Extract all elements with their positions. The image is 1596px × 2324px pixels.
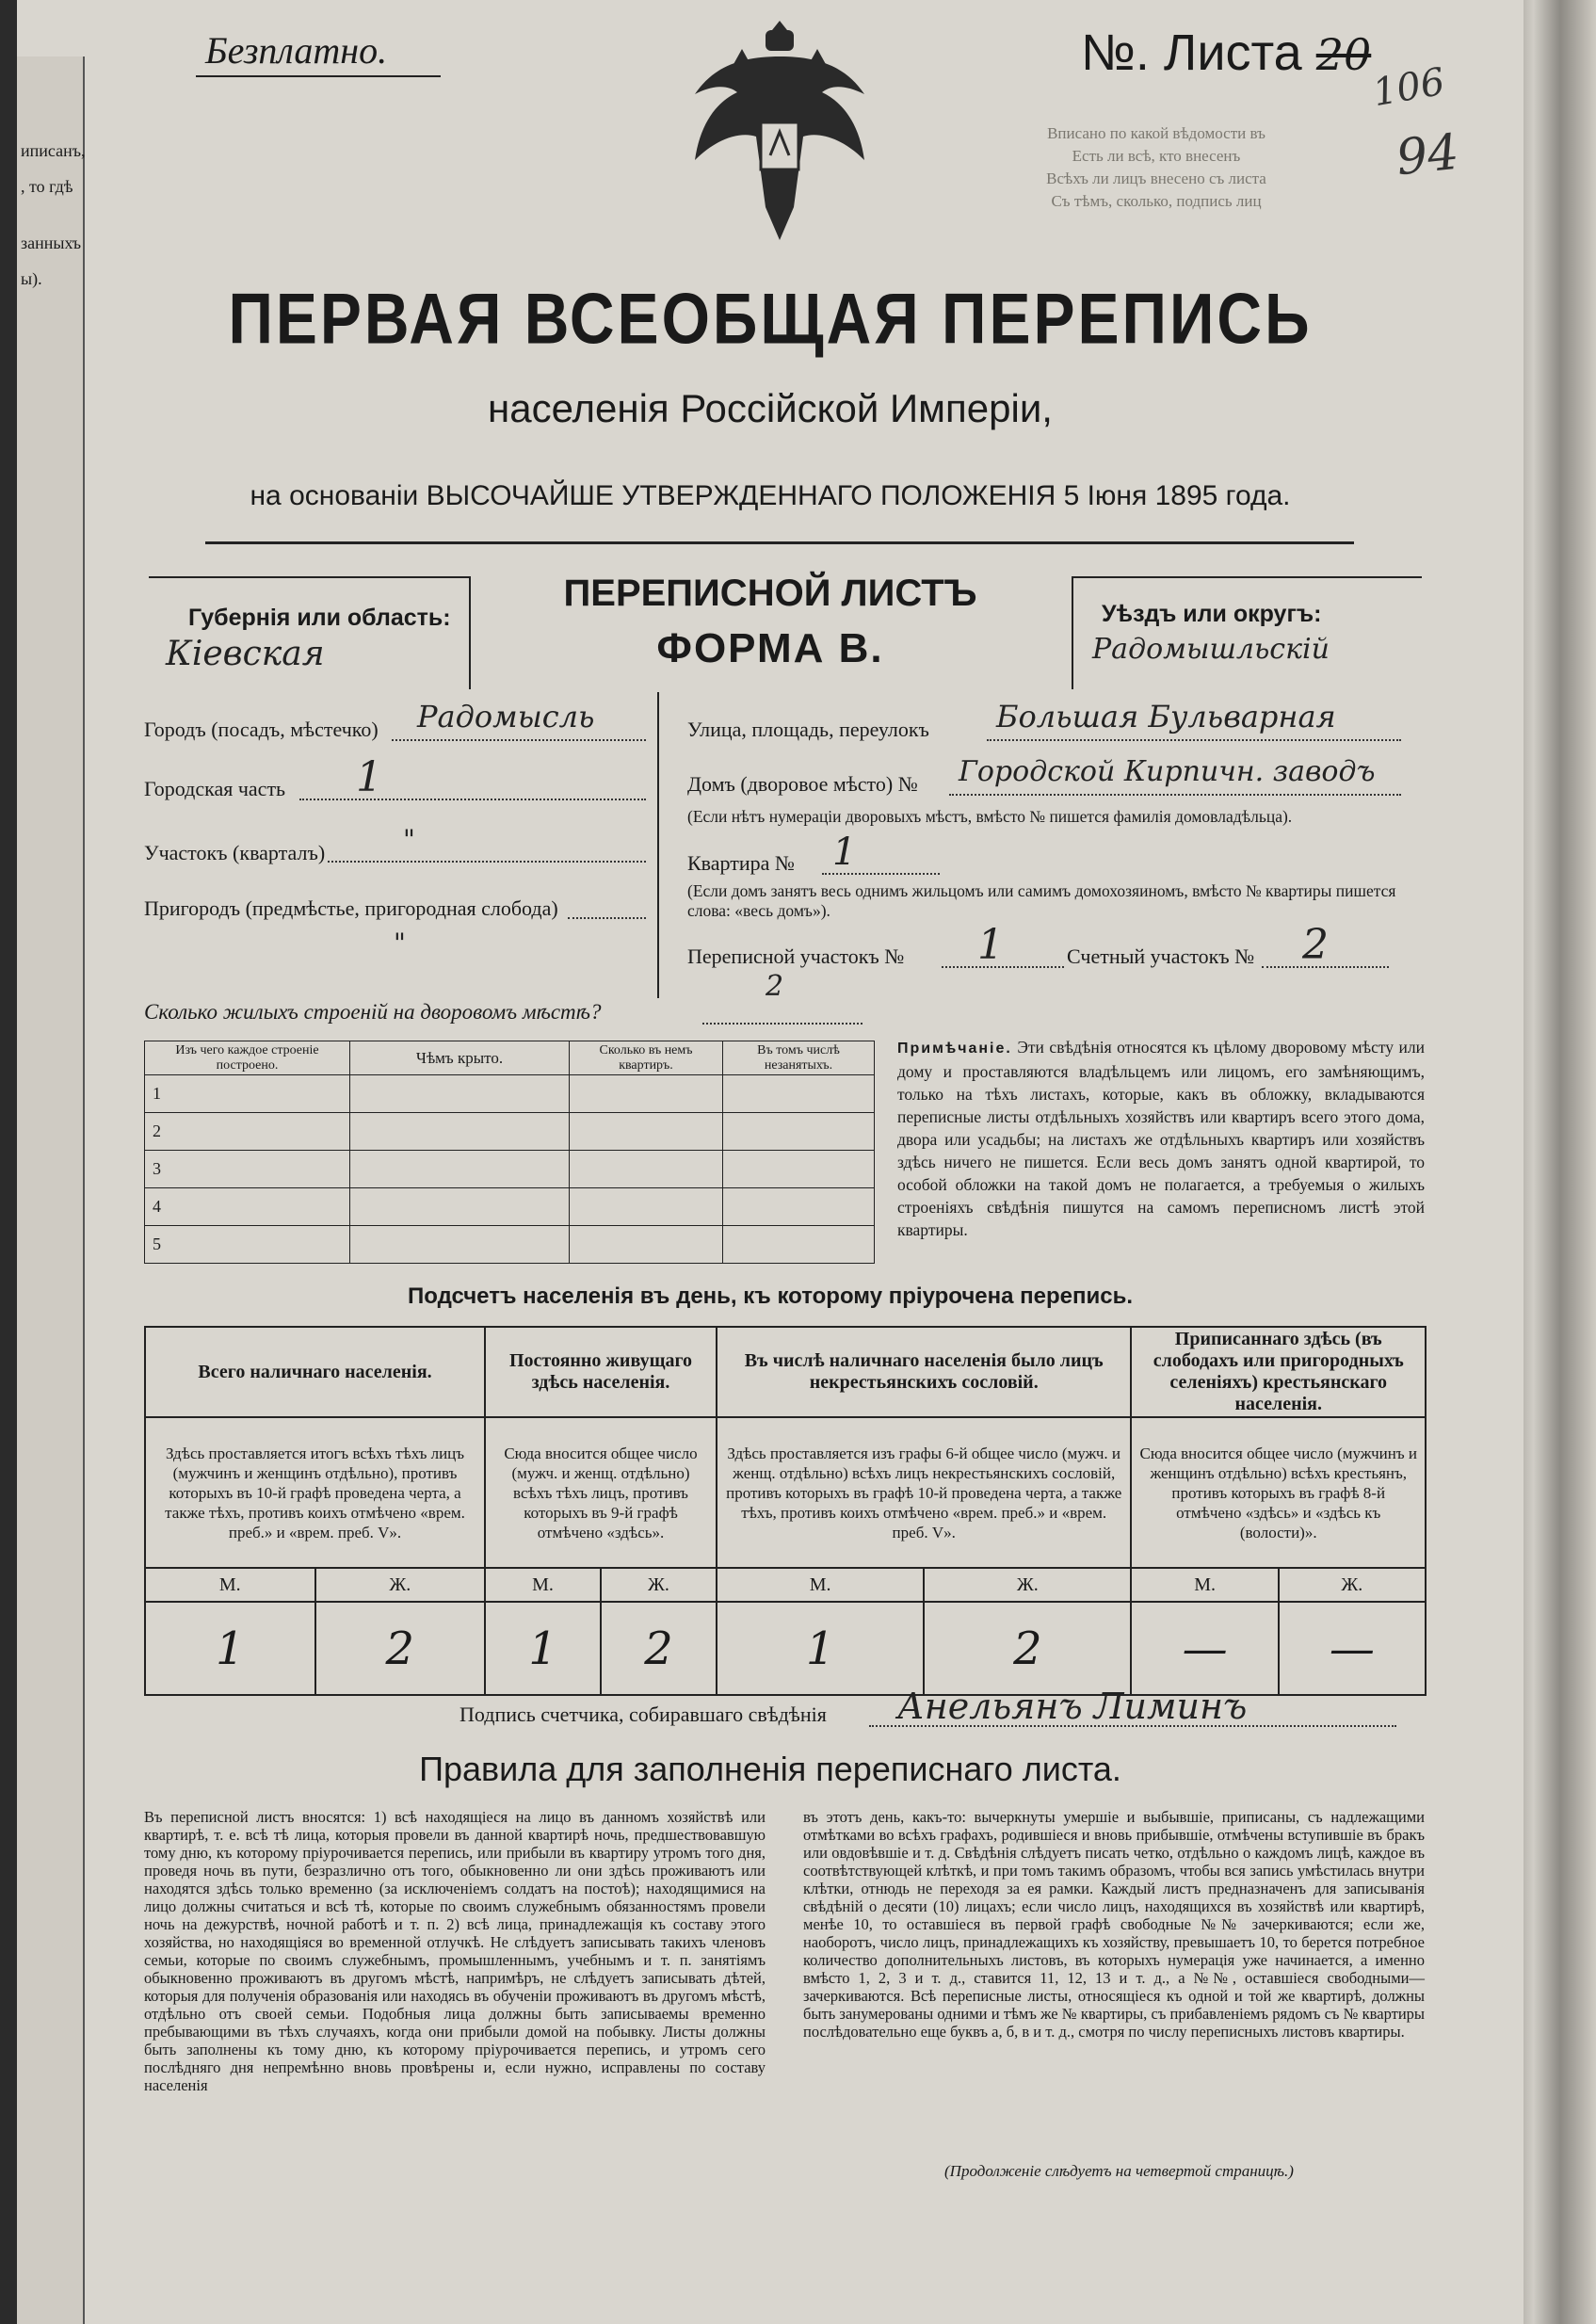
table-cell: [570, 1226, 723, 1264]
subtitle: населенія Россійской Имперіи,: [488, 386, 1053, 430]
address-divider: [657, 692, 659, 998]
census-district-label: Переписной участокъ №: [687, 944, 905, 968]
house-line: [949, 794, 1401, 796]
strip-text-2: , то гдѣ: [21, 177, 73, 196]
population-title: Подсчетъ населенія въ день, къ которому пріурочена перепись.: [408, 1283, 1133, 1309]
pop-head-nonpeasant: Въ числѣ наличнаго населенія было лицъ некрестьянскихъ сословій.: [717, 1327, 1132, 1417]
street-value: Большая Бульварная: [996, 699, 1336, 734]
suburb-value: ": [394, 928, 406, 959]
buildings-answer-line: [702, 1023, 862, 1025]
apartment-note: (Если домъ занятъ весь однимъ жильцомъ или самимъ домохозяиномъ, вмѣсто № квартиры пишется слова: «весь домъ»).: [687, 881, 1396, 920]
table-cell: [723, 1188, 875, 1226]
rules-continued: (Продолженіе слѣдуетъ на четвертой страницѣ.): [944, 2162, 1294, 2180]
female-header: Ж.: [1279, 1568, 1426, 1602]
nonpeasant-female-value: 2: [924, 1602, 1131, 1695]
block-label: Участокъ (кварталъ): [144, 841, 326, 864]
table-cell: [350, 1075, 570, 1113]
rules-left-column: Въ переписной листъ вносятся: 1) всѣ находящіеся на лицо въ данномъ хозяйствѣ или квартирѣ, т. е. всѣ тѣ лица, которыя провели въ данной квартирѣ ночь, предшествовавшую тому дню, къ которому пріурочивается перепись, или прибыли въ квартиру утромъ того дня, проведя ночь въ пути, безразлично отъ того, обыкновенно ли они здѣсь проживаютъ или находятся здѣсь только временно (за исключеніемъ солдатъ на постоѣ); находящимися на лицо должны считаться и всѣ тѣ, которые по своимъ служебнымъ обязанностямъ провели ночь на дежурствѣ, ночной работѣ и т. п. 2) всѣ лица, принадлежащія къ составу этого хозяйства, но находящіяся во временной отлучкѣ. Не слѣдуетъ записывать такихъ членовъ семьи, которые по своимъ служебнымъ, промышленнымъ, учебнымъ и т. п. занятіямъ обыкновенно проживаютъ въ другомъ мѣстѣ, напримѣръ, не слѣдуетъ записывать дѣтей, которыя для полученія образованія или находясь въ обученіи проживаютъ въ другомъ мѣстѣ, отдѣльно отъ своей семьи. Подобныя лица должны быть записываемы временно пребывающими въ тѣхъ случаяхъ, когда они прибыли домой на побывку. Листы должны быть заполнены къ тому дню, къ которому пріурочивается перепись, и утромъ сего послѣдняго дня непремѣнно вновь провѣрены и, если нужно, исправлены по составу населенія: [144, 1808, 766, 2094]
sheet-number-label: №. Листа: [1081, 24, 1302, 81]
form-name: ФОРМА В.: [656, 625, 884, 671]
table-cell: [723, 1113, 875, 1151]
house-label: Домъ (дворовое мѣсто) №: [687, 772, 918, 796]
pop-desc-total: Здѣсь проставляется итогъ всѣхъ тѣхъ лицъ (мужчинъ и женщинъ отдѣльно), противъ которыхъ въ 10-й графѣ проведена черта, а также тѣхъ, противъ коихъ отмѣчено «врем. преб.» и «врем. преб. V».: [145, 1417, 485, 1568]
sheet-title: ПЕРЕПИСНОЙ ЛИСТЪ: [563, 573, 977, 614]
bleed-through-text: [959, 122, 1354, 213]
title-rule: [205, 541, 1354, 544]
table-cell: [723, 1075, 875, 1113]
suburb-label: Пригородъ (предмѣстье, пригородная слобода): [144, 896, 558, 920]
district-value: Радомышльскій: [1092, 633, 1330, 666]
total-male-value: 1: [145, 1602, 315, 1695]
peasant-male-value: —: [1131, 1602, 1278, 1695]
row-number: 2: [145, 1113, 350, 1151]
population-table: [144, 1326, 1427, 1696]
pop-head-peasant: Приписаннаго здѣсь (въ слободахъ или пригородныхъ селеніяхъ) крестьянскаго населенія.: [1131, 1327, 1426, 1417]
note-body: Эти свѣдѣнія относятся къ цѣлому дворовому мѣсту или дому и проставляются владѣльцемъ или лицомъ, его замѣняющимъ, только на тѣхъ листахъ, которые, какъ въ обложку, вкладываются переписные листы отдѣльныхъ хозяйствъ или квартиръ всего этого дома, двора или усадьбы; на листахъ же отдѣльныхъ квартиръ или хозяйствъ здѣсь ничего не пишется. Если весь домъ занятъ одной квартирой, то особой обложки на такой домъ не полагается, а требуемыя о жилыхъ строеніяхъ свѣдѣнія пишутся на самомъ переписномъ листѣ этой квартиры.: [897, 1038, 1425, 1239]
pop-desc-peasant: Сюда вносится общее число (мужчинъ и женщинъ отдѣльно) всѣхъ крестьянъ, противъ которыхъ въ графѣ 8-й отмѣчено «здѣсь» и «здѣсь къ (волости)».: [1131, 1417, 1426, 1568]
nonpeasant-male-value: 1: [717, 1602, 924, 1695]
table-cell: [570, 1188, 723, 1226]
buildings-col-material: Изъ чего каждое строеніе построено.: [145, 1041, 350, 1075]
bleed-line: Съ тѣмъ, сколько, подпись лиц: [1051, 192, 1262, 210]
table-cell: [570, 1151, 723, 1188]
table-cell: [350, 1188, 570, 1226]
strip-text-1: иписанъ,: [21, 141, 86, 160]
peasant-female-value: —: [1279, 1602, 1426, 1695]
rules-right-column: въ этотъ день, какъ-то: вычеркнуты умершіе и выбывшіе, приписаны, съ надлежащими отмѣтками во всѣхъ графахъ, родившіеся и вновь прибывшіе, отмѣчены вступившіе въ бракъ или овдовѣвшіе и т. д. Свѣдѣнія слѣдуетъ писать четко, отдѣльно о каждомъ лицѣ, каждое въ соотвѣтствующей клѣткѣ, и при томъ такимъ образомъ, чтобы вся запись умѣстилась внутри клѣтки, отнюдь не переходя за ея рамки. Каждый листъ предназначенъ для записыванія свѣдѣній о десяти (10) лицахъ; если число лицъ, находящихся въ хозяйствѣ или квартирѣ, менѣе 10, то оставшіеся въ первой графѣ свободные №№ зачеркиваются; если же, наоборотъ, число лицъ, принадлежащихъ къ хозяйству, превышаетъ 10, то берется потребное количество дополнительныхъ листовъ, въ которыхъ нумерація уже начинается, а именно вмѣсто 1, 2, 3 и т. д., ставится 11, 12, 13 и т. д., а №№, оставшіеся свободными—зачеркиваются. Всѣ переписные листы, относящіеся къ одной и той же квартирѣ, должны быть занумерованы одними и тѣмъ же № квартиры, съ прибавленіемъ рядомъ съ № квартиры послѣдовательно еще буквъ а, б, в и т. д., смотря по числу переписныхъ листовъ квартиры.: [803, 1808, 1425, 2041]
legal-basis: на основаніи ВЫСОЧАЙШЕ УТВЕРЖДЕННАГО ПОЛОЖЕНІЯ 5 Іюня 1895 года.: [250, 480, 1291, 511]
row-number: 5: [145, 1226, 350, 1264]
table-row: [145, 1075, 875, 1113]
city-value: Радомысль: [417, 699, 595, 734]
table-row: [145, 1113, 875, 1151]
imperial-eagle-emblem: [676, 19, 883, 254]
province-box: [149, 576, 471, 689]
table-row: [145, 1226, 875, 1264]
buildings-col-vacant: Въ томъ числѣ незанятыхъ.: [723, 1041, 875, 1075]
rules-title: Правила для заполненія переписнаго листа.: [419, 1750, 1121, 1788]
row-number: 4: [145, 1188, 350, 1226]
pop-head-permanent: Постоянно живущаго здѣсь населенія.: [485, 1327, 717, 1417]
city-part-line: [299, 799, 646, 800]
street-label: Улица, площадь, переулокъ: [687, 718, 929, 741]
buildings-col-roof: Чѣмъ крыто.: [350, 1041, 570, 1075]
margin-note-94: 94: [1394, 123, 1462, 187]
buildings-question: Сколько жилыхъ строеній на дворовомъ мѣстѣ?: [144, 1000, 602, 1024]
table-row: [145, 1151, 875, 1188]
female-header: Ж.: [924, 1568, 1131, 1602]
block-line: [328, 861, 646, 863]
table-cell: [570, 1075, 723, 1113]
sheet-number-value: 20: [1315, 29, 1372, 80]
house-note: (Если нѣтъ нумераціи дворовыхъ мѣстъ, вмѣсто № пишется фамилія домовладѣльца).: [687, 807, 1293, 826]
table-cell: [350, 1151, 570, 1188]
bleed-line: Всѣхъ ли лицъ внесено съ листа: [1046, 169, 1266, 187]
male-header: М.: [1131, 1568, 1278, 1602]
city-part-value: 1: [356, 753, 382, 801]
apartment-label: Квартира №: [687, 851, 795, 875]
male-header: М.: [485, 1568, 601, 1602]
house-value: Городской Кирпичн. заводъ: [959, 755, 1376, 788]
city-label: Городъ (посадъ, мѣстечко): [144, 718, 379, 741]
street-line: [987, 739, 1401, 741]
province-label: Губернія или область:: [188, 605, 451, 631]
row-number: 1: [145, 1075, 350, 1113]
city-part-label: Городская часть: [144, 777, 286, 800]
table-cell: [723, 1226, 875, 1264]
free-underline: [196, 75, 441, 77]
note-block: [897, 1036, 1425, 1241]
sheet-number: [1081, 24, 1371, 82]
table-cell: [350, 1226, 570, 1264]
bleed-line: Вписано по какой вѣдомости въ: [1047, 124, 1266, 142]
census-district-value: 1: [977, 921, 1004, 969]
count-district-value: 2: [1302, 921, 1329, 969]
pop-head-total: Всего наличнаго населенія.: [145, 1327, 485, 1417]
male-header: М.: [717, 1568, 924, 1602]
table-row: [145, 1188, 875, 1226]
province-value: Кіевская: [166, 635, 325, 673]
total-female-value: 2: [315, 1602, 486, 1695]
male-header: М.: [145, 1568, 315, 1602]
table-cell: [723, 1151, 875, 1188]
count-district-label: Счетный участокъ №: [1067, 944, 1255, 968]
strip-text-3: занныхъ: [21, 234, 82, 252]
city-line: [392, 739, 646, 741]
main-title: ПЕРВАЯ ВСЕОБЩАЯ ПЕРЕПИСЬ: [228, 278, 1313, 359]
strip-text-4: ы).: [21, 269, 42, 288]
district-label: Уѣздъ или округъ:: [1102, 601, 1322, 627]
buildings-col-apartments: Сколько въ немъ квартиръ.: [570, 1041, 723, 1075]
block-value: ": [403, 824, 415, 855]
signature-label: Подпись счетчика, собиравшаго свѣдѣнія: [459, 1703, 827, 1726]
permanent-male-value: 1: [485, 1602, 601, 1695]
margin-note-106: 106: [1369, 59, 1448, 116]
female-header: Ж.: [601, 1568, 717, 1602]
row-number: 3: [145, 1151, 350, 1188]
suburb-line: [568, 917, 646, 919]
census-sheet: [17, 0, 1523, 2324]
free-of-charge-label: Безплатно.: [205, 29, 388, 72]
bleed-line: Есть ли всѣ, кто внесенъ: [1072, 147, 1241, 165]
buildings-answer: 2: [766, 970, 784, 1003]
pop-desc-permanent: Сюда вносится общее число (мужч. и женщ. отдѣльно) всѣхъ тѣхъ лицъ, противъ которыхъ въ 9-й графѣ отмѣчено «здѣсь».: [485, 1417, 717, 1568]
district-box: [1072, 576, 1422, 689]
table-cell: [350, 1113, 570, 1151]
pop-desc-nonpeasant: Здѣсь проставляется изъ графы 6-й общее число (мужч. и женщ. отдѣльно) всѣхъ лицъ некрестьянскихъ сословій, противъ которыхъ въ графѣ 10-й проведена черта, а также тѣхъ, противъ коихъ отмѣчено «врем. преб.» и «врем. преб. V».: [717, 1417, 1132, 1568]
buildings-table: [144, 1041, 875, 1264]
counter-signature: Анельянъ Лиминъ: [897, 1686, 1248, 1727]
female-header: Ж.: [315, 1568, 486, 1602]
permanent-female-value: 2: [601, 1602, 717, 1695]
apartment-value: 1: [832, 831, 857, 874]
note-head: Примѣчаніе.: [897, 1041, 1012, 1057]
table-cell: [570, 1113, 723, 1151]
